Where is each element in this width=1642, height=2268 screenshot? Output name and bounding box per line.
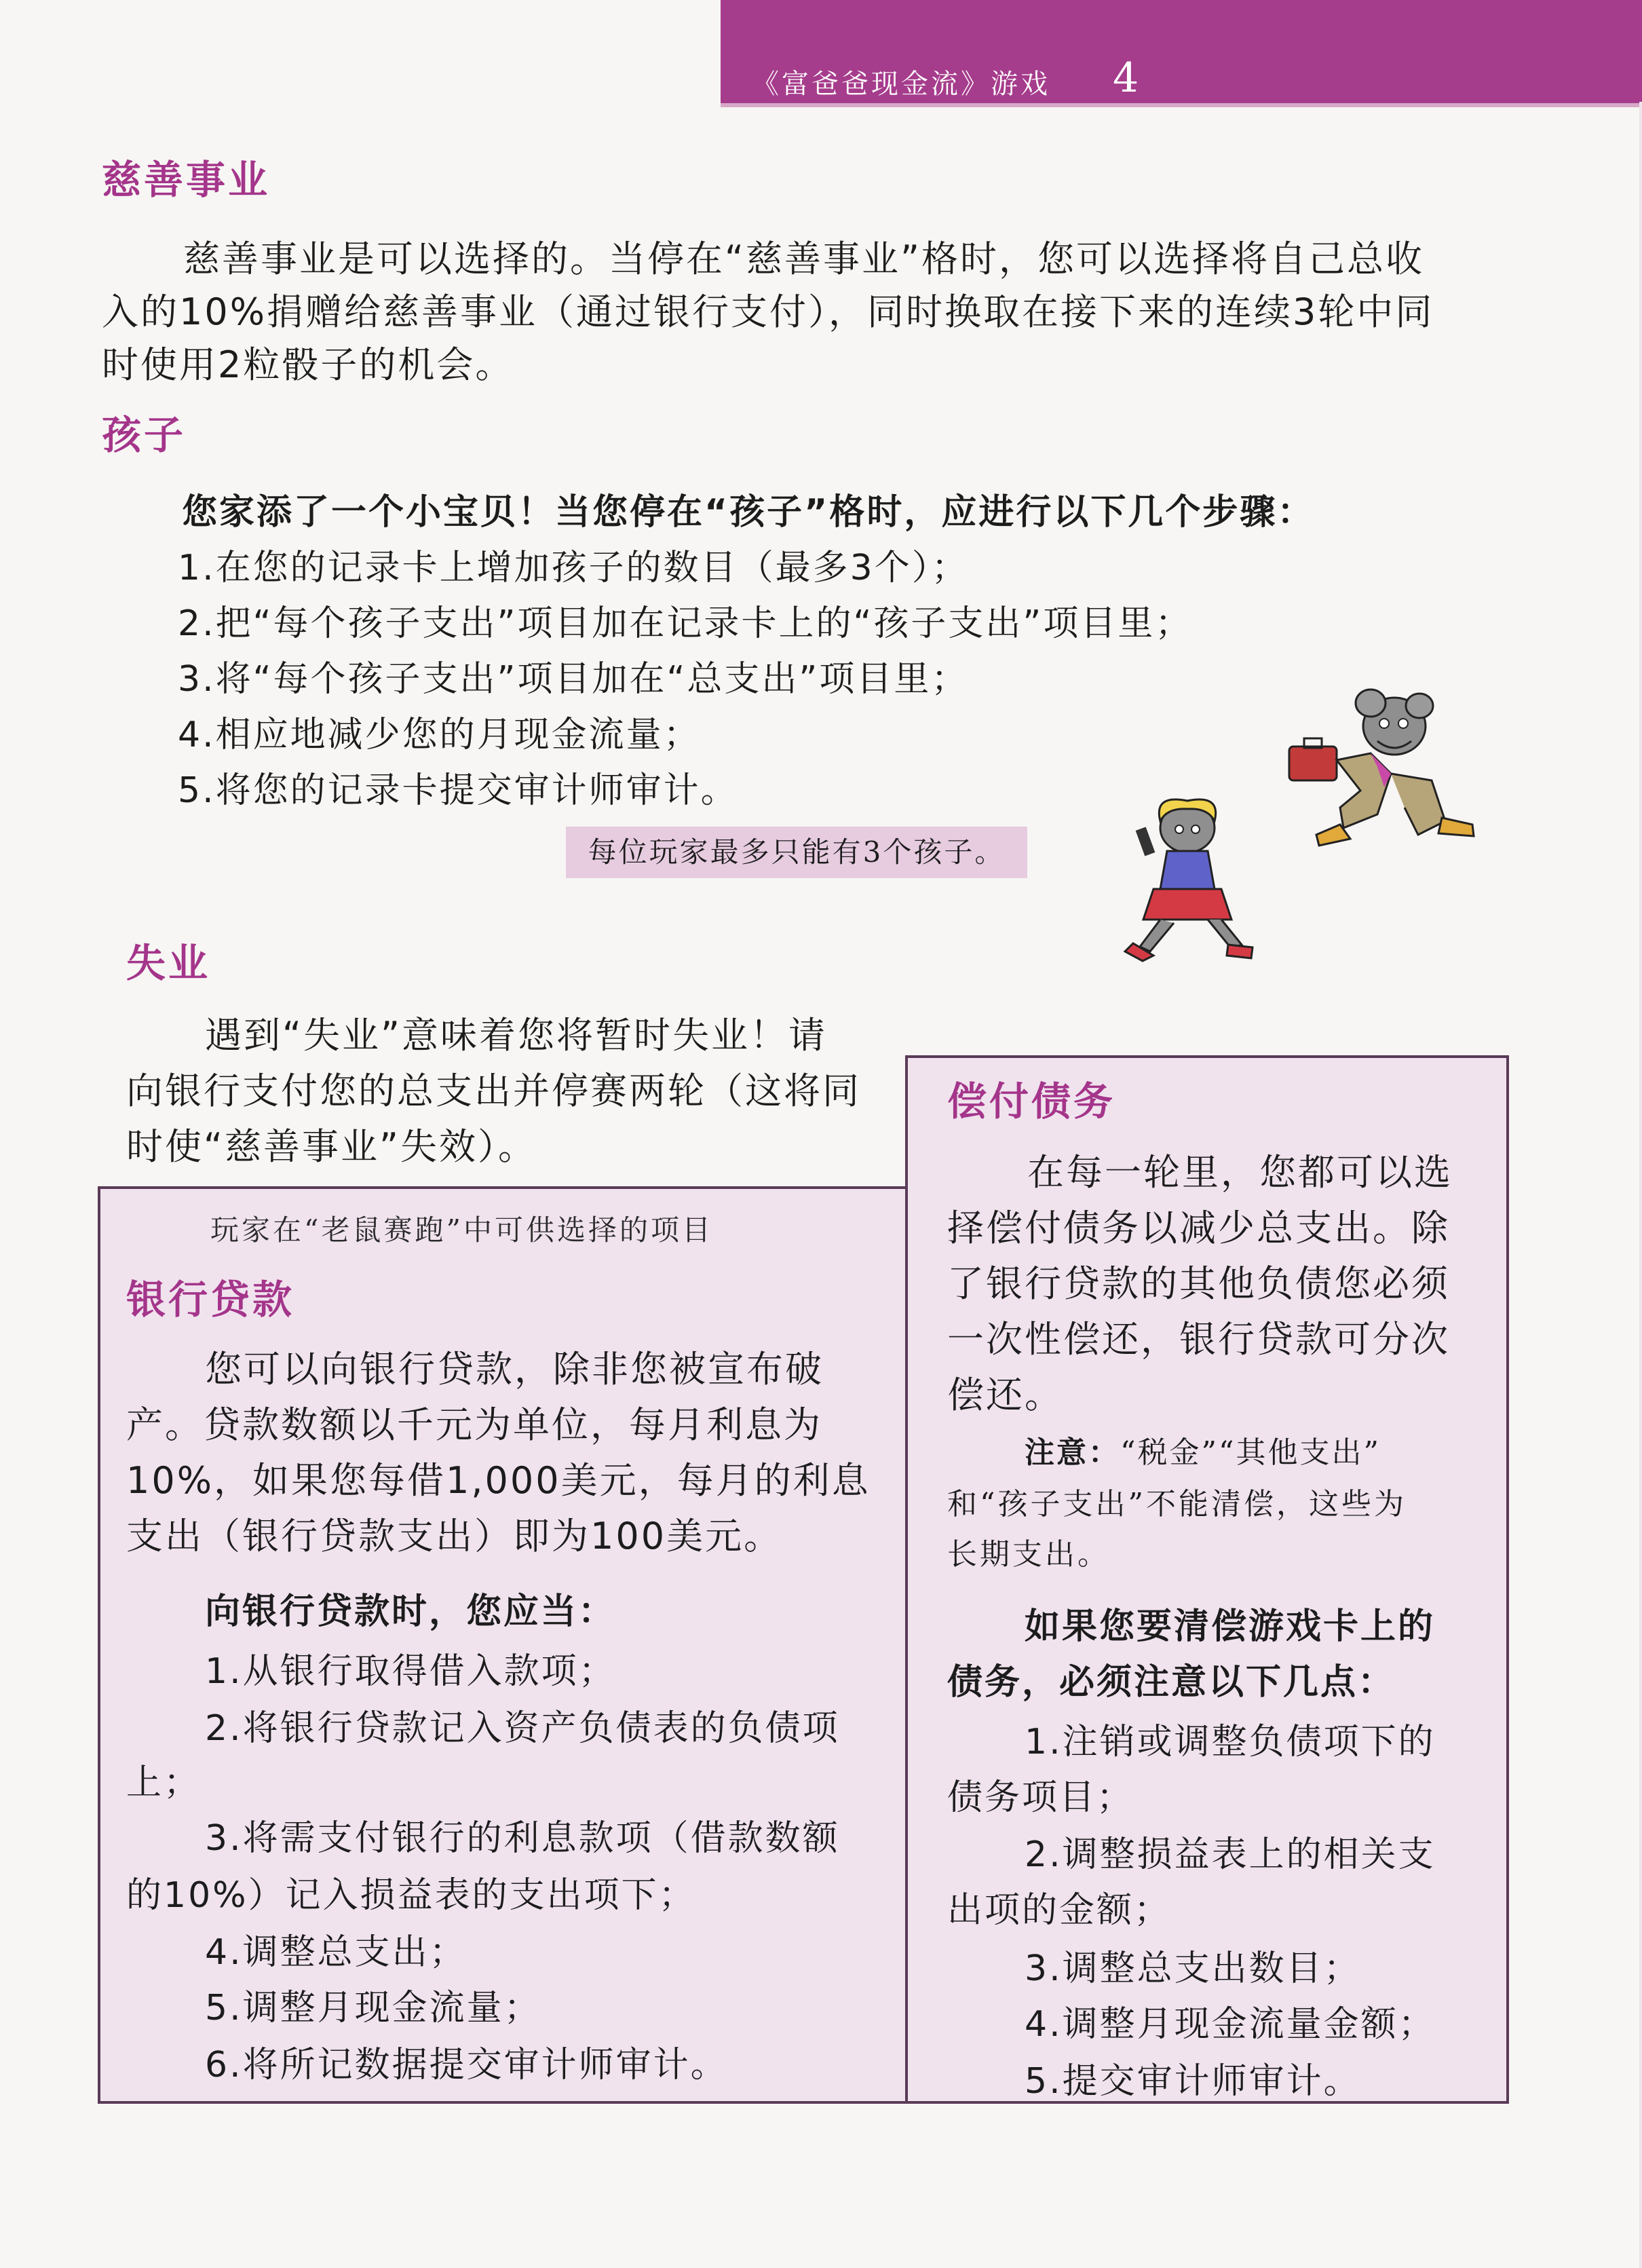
repay-note-line-1 [1025,1428,1381,1471]
repay-step-3: 3.调整总支出数目； [1025,1948,1361,1989]
businessman-rat-illustration [1276,679,1493,848]
charity-line-3: 时使用2粒骰子的机会。 [102,343,514,386]
child-step-1: 1.在您的记录卡上增加孩子的数目（最多3个）； [178,548,969,588]
bank-loan-heading: 银行贷款 [126,1277,295,1323]
repay-step-1-cont: 债务项目； [947,1777,1134,1818]
page-number: 4 [1113,54,1139,102]
unemployment-line-1: 遇到“失业”意味着您将暂时失业！请 [205,1014,827,1057]
bank-loan-line-2: 产。贷款数额以千元为单位，每月利息为 [126,1403,822,1446]
bank-loan-step-2-cont: 上； [126,1762,202,1803]
charity-line-1: 慈善事业是可以选择的。当停在“慈善事业”格时，您可以选择将自己总收 [183,238,1424,280]
bank-loan-step-5: 5.调整月现金流量； [205,1988,541,2028]
bank-loan-step-1: 1.从银行取得借入款项； [205,1651,616,1692]
repay-debt-line-1: 在每一轮里，您都可以选 [1027,1151,1453,1194]
repay-step-4: 4.调整月现金流量金额； [1025,2004,1436,2045]
bank-loan-line-1: 您可以向银行贷款，除非您被宣布破 [205,1348,824,1391]
bank-loan-line-4: 支出（银行贷款支出）即为100美元。 [126,1515,783,1557]
bank-loan-step-3-cont: 的10%）记入损益表的支出项下； [126,1875,696,1916]
charity-line-2: 入的10%捐赠给慈善事业（通过银行支付），同时换取在接下来的连续3轮中同 [102,290,1434,333]
options-caption: 玩家在“老鼠赛跑”中可供选择的项目 [210,1213,713,1247]
repay-debt-line-3: 了银行贷款的其他负债您必须 [947,1262,1450,1305]
unemployment-line-3: 时使“慈善事业”失效）。 [126,1125,537,1168]
charity-heading: 慈善事业 [102,157,271,203]
child-step-2: 2.把“每个孩子支出”项目加在记录卡上的“孩子支出”项目里； [178,603,1193,644]
repay-note-line-3: 长期支出。 [947,1537,1110,1572]
child-step-5: 5.将您的记录卡提交审计师审计。 [178,770,738,811]
repay-step-5: 5.提交审计师审计。 [1025,2061,1361,2102]
header-title: 《富爸爸现金流》游戏 [752,69,1050,100]
repay-lead-line-2: 债务，必须注意以下几点： [947,1662,1396,1703]
child-limit-note: 每位玩家最多只能有3个孩子。 [566,827,1027,878]
header-rule [721,103,1642,107]
note-text-1: “税金”“其他支出” [1120,1435,1381,1470]
page-edge [1639,102,1642,2268]
repay-step-2: 2.调整损益表上的相关支 [1025,1834,1436,1875]
unemployment-heading: 失业 [126,940,211,986]
repay-lead-line-1: 如果您要清偿游戏卡上的 [1025,1606,1436,1647]
repay-step-1: 1.注销或调整负债项下的 [1025,1722,1436,1762]
repay-step-2-cont: 出项的金额； [947,1890,1172,1931]
businesswoman-rat-illustration [1113,794,1269,964]
unemployment-line-2: 向银行支付您的总支出并停赛两轮（这将同 [126,1070,861,1112]
bank-loan-lead: 向银行贷款时，您应当： [205,1591,616,1632]
child-step-4: 4.相应地减少您的月现金流量； [178,715,701,755]
child-lead: 您家添了一个小宝贝！当您停在“孩子”格时，应进行以下几个步骤： [182,492,1315,533]
bank-loan-step-2: 2.将银行贷款记入资产负债表的负债项 [205,1708,840,1749]
repay-debt-line-2: 择偿付债务以减少总支出。除 [947,1207,1450,1249]
repay-debt-line-4: 一次性偿还，银行贷款可分次 [947,1318,1450,1361]
repay-debt-heading: 偿付债务 [947,1078,1116,1124]
note-label: 注意： [1025,1435,1120,1470]
bank-loan-step-6: 6.将所记数据提交审计师审计。 [205,2045,728,2085]
child-heading: 孩子 [102,412,187,458]
bank-loan-line-3: 10%，如果您每借1,000美元，每月的利息 [126,1459,871,1502]
bank-loan-step-3: 3.将需支付银行的利息款项（借款数额 [205,1818,840,1859]
child-step-3: 3.将“每个孩子支出”项目加在“总支出”项目里； [178,659,969,700]
repay-note-line-2: 和“孩子支出”不能清偿，这些为 [947,1487,1407,1522]
bank-loan-step-4: 4.调整总支出； [205,1932,467,1973]
repay-debt-line-5: 偿还。 [947,1374,1063,1416]
